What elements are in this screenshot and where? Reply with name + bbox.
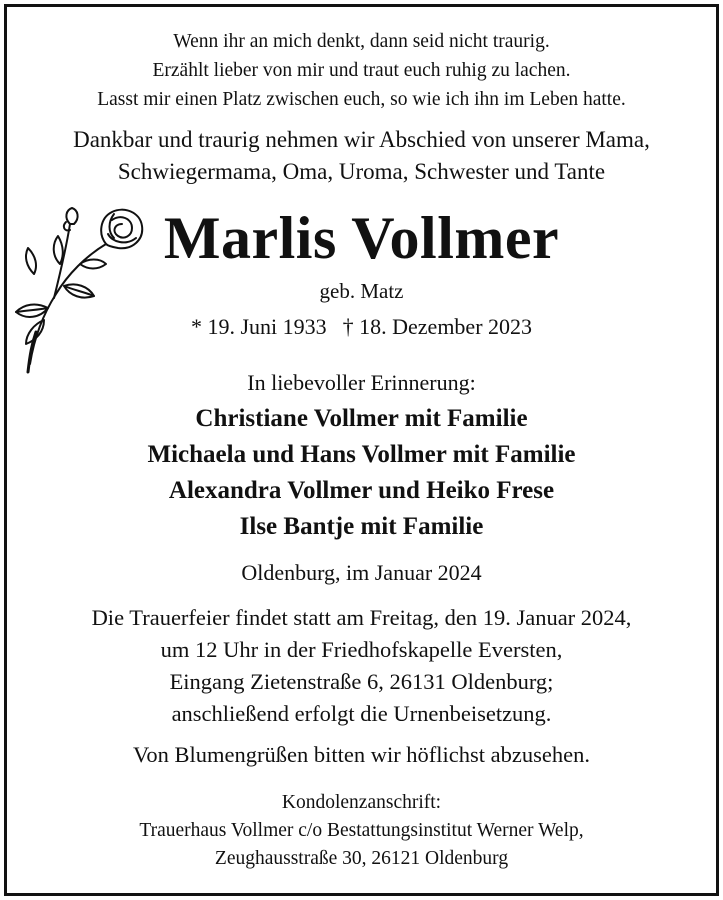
condolence-address	[0, 789, 723, 873]
family-member: Ilse Bantje mit Familie	[239, 513, 484, 540]
funeral-line: anschließend erfolgt die Urnenbeisetzung.	[171, 701, 552, 726]
poem-line: Wenn ihr an mich denkt, dann seid nicht traurig.	[173, 31, 550, 52]
funeral-info	[0, 602, 723, 730]
family-member: Michaela und Hans Vollmer mit Familie	[147, 441, 576, 468]
funeral-line: um 12 Uhr in der Friedhofskapelle Eversten,	[160, 637, 563, 662]
family-list	[0, 401, 723, 545]
funeral-line: Die Trauerfeier findet statt am Freitag, den 19. Januar 2024,	[91, 605, 632, 630]
intro-line: Schwiegermama, Oma, Uroma, Schwester und Tante	[117, 159, 606, 184]
life-dates	[0, 312, 723, 342]
birth-date: * 19. Juni 1933	[190, 314, 327, 339]
poem-line: Erzählt lieber von mir und traut euch ruhig zu lachen.	[152, 60, 571, 81]
flowers-note: Von Blumengrüßen bitten wir höflichst abzusehen.	[133, 742, 590, 767]
maiden-name: geb. Matz	[319, 279, 404, 303]
condolence-line: Zeughausstraße 30, 26121 Oldenburg	[214, 848, 509, 869]
condolence-line: Trauerhaus Vollmer c/o Bestattungsinstitut Werner Welp,	[139, 820, 584, 841]
family-member: Christiane Vollmer mit Familie	[195, 405, 528, 432]
deceased-name: Marlis Vollmer	[163, 205, 560, 271]
death-date: † 18. Dezember 2023	[342, 314, 533, 339]
poem	[0, 27, 723, 114]
funeral-line: Eingang Zietenstraße 6, 26131 Oldenburg;	[169, 669, 554, 694]
condolence-heading: Kondolenzanschrift:	[281, 792, 442, 813]
poem-line: Lasst mir einen Platz zwischen euch, so wie ich ihn im Leben hatte.	[97, 89, 626, 110]
family-member: Alexandra Vollmer und Heiko Frese	[168, 477, 555, 504]
place-date: Oldenburg, im Januar 2024	[241, 560, 482, 585]
memory-heading: In liebevoller Erinnerung:	[247, 370, 476, 395]
intro-text	[0, 124, 723, 188]
intro-line: Dankbar und traurig nehmen wir Abschied von unserer Mama,	[73, 127, 650, 152]
